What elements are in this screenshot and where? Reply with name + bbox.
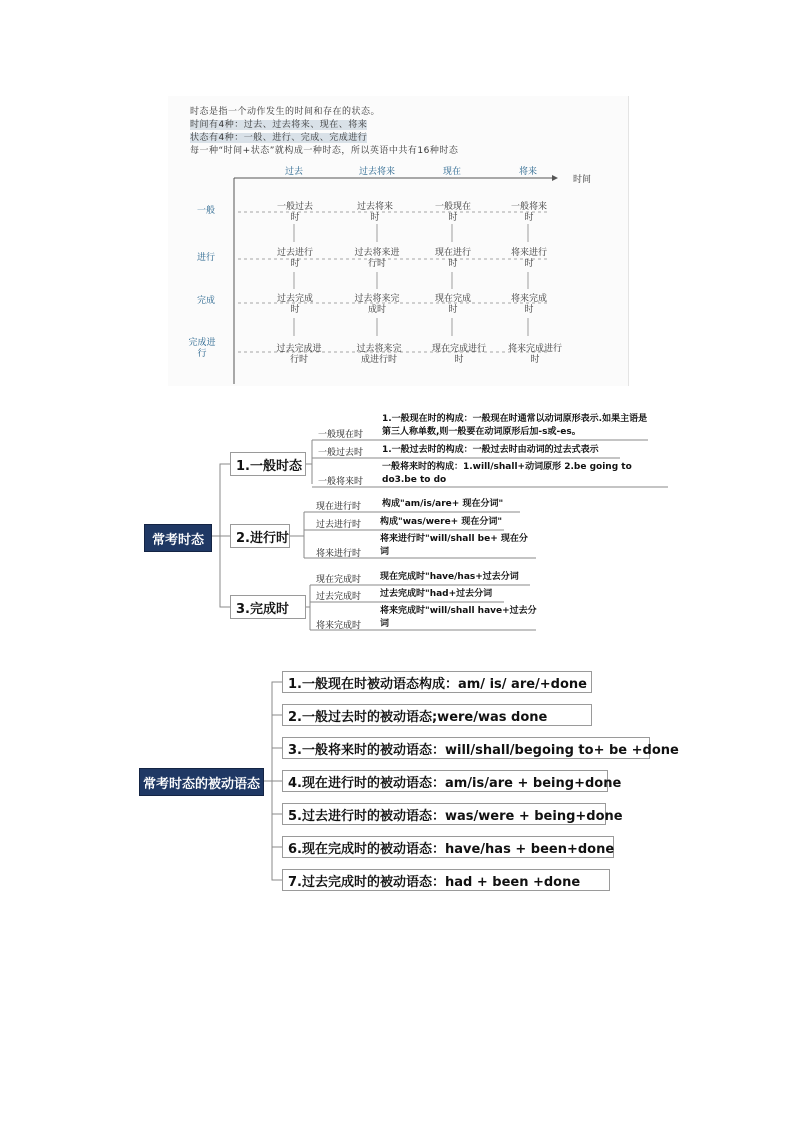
item-future-progressive-label: 将来进行时 (316, 549, 362, 559)
item-future-perfect-desc: 将来完成时"will/shall have+过去分词 (380, 606, 537, 629)
item-simple-future-label: 一般将来时 (318, 477, 364, 487)
passive-item-6: 6.现在完成时的被动语态：have/has + been+done (282, 836, 614, 858)
item-simple-present-desc: 1.一般现在时的构成：一般现在时通常以动词原形表示.如果主语是第三人称单数,则一般要在动词原形后加-s或-es。 (382, 414, 648, 437)
cell-past-progressive: 过去进行时 (276, 248, 313, 269)
axis-label-time: 时间 (572, 175, 591, 185)
mindmap1-root: 常考时态 (144, 524, 212, 552)
branch-perfect-tense: 3.完成时 (230, 595, 306, 619)
passive-item-3: 3.一般将来时的被动语态：will/shall/begoing to+ be +done (282, 737, 650, 759)
branch-simple-tense: 1.一般时态 (230, 452, 306, 476)
item-simple-past-desc: 1.一般过去时的构成：一般过去时由动词的过去式表示 (382, 445, 599, 455)
item-present-progressive-desc: 构成"am/is/are+ 现在分词" (382, 499, 504, 509)
item-simple-past-label: 一般过去时 (318, 448, 364, 458)
cell-past-future-perfect-progressive: 过去将来完成进行时 (356, 344, 402, 365)
item-simple-future-desc: 一般将来时的构成：1.will/shall+动词原形 2.be going to do3.be to do (382, 462, 632, 485)
passive-item-1: 1.一般现在时被动语态构成：am/ is/ are/+done (282, 671, 592, 693)
col-header-present: 现在 (442, 167, 461, 177)
cell-past-perfect-progressive: 过去完成进行时 (276, 344, 322, 365)
cell-simple-past: 一般过去时 (276, 202, 313, 223)
branch-progressive-tense: 2.进行时 (230, 524, 290, 548)
intro-line-3: 状态有4种：一般、进行、完成、完成进行 (190, 133, 368, 143)
row-label-simple: 一般 (196, 206, 215, 216)
col-header-future: 将来 (518, 167, 537, 177)
item-future-progressive-desc: 将来进行时"will/shall be+ 现在分词 (380, 534, 528, 557)
intro-line-1: 时态是指一个动作发生的时间和存在的状态。 (190, 107, 381, 117)
col-header-past-future: 过去将来 (358, 167, 395, 177)
item-past-perfect-desc: 过去完成时"had+过去分词 (380, 589, 493, 599)
cell-simple-present: 一般现在时 (434, 202, 471, 223)
passive-item-4: 4.现在进行时的被动语态：am/is/are + being+done (282, 770, 608, 792)
cell-present-perfect-progressive: 现在完成进行时 (432, 344, 487, 365)
cell-future-progressive: 将来进行时 (510, 248, 547, 269)
cell-future-perfect-progressive: 将来完成进行时 (508, 344, 563, 365)
item-past-progressive-label: 过去进行时 (316, 520, 362, 530)
row-label-progressive: 进行 (196, 253, 215, 263)
item-present-perfect-desc: 现在完成时"have/has+过去分词 (380, 572, 519, 582)
item-future-perfect-label: 将来完成时 (316, 621, 362, 631)
cell-past-future-progressive: 过去将来进行时 (354, 248, 400, 269)
cell-present-perfect: 现在完成时 (434, 294, 471, 315)
cell-present-progressive: 现在进行时 (434, 248, 471, 269)
passive-item-7: 7.过去完成时的被动语态：had + been +done (282, 869, 610, 891)
intro-line-2: 时间有4种：过去、过去将来、现在、将来 (190, 120, 368, 130)
passive-item-2: 2.一般过去时的被动语态;were/was done (282, 704, 592, 726)
intro-line-4: 每一种“时间+状态”就构成一种时态，所以英语中共有16种时态 (190, 146, 459, 156)
cell-past-perfect: 过去完成时 (276, 294, 313, 315)
cell-simple-past-future: 过去将来时 (356, 202, 393, 223)
item-simple-present-label: 一般现在时 (318, 430, 364, 440)
passive-item-5: 5.过去进行时的被动语态：was/were + being+done (282, 803, 606, 825)
row-label-perfect-progressive: 完成进行 (188, 338, 216, 359)
item-present-progressive-label: 现在进行时 (316, 502, 362, 512)
cell-future-perfect: 将来完成时 (510, 294, 547, 315)
row-label-perfect: 完成 (196, 296, 215, 306)
cell-simple-future: 一般将来时 (510, 202, 547, 223)
col-header-past: 过去 (284, 167, 303, 177)
cell-past-future-perfect: 过去将来完成时 (354, 294, 400, 315)
item-past-progressive-desc: 构成"was/were+ 现在分词" (380, 517, 503, 527)
mindmap2-root: 常考时态的被动语态 (139, 768, 264, 796)
item-present-perfect-label: 现在完成时 (316, 575, 362, 585)
item-past-perfect-label: 过去完成时 (316, 592, 362, 602)
